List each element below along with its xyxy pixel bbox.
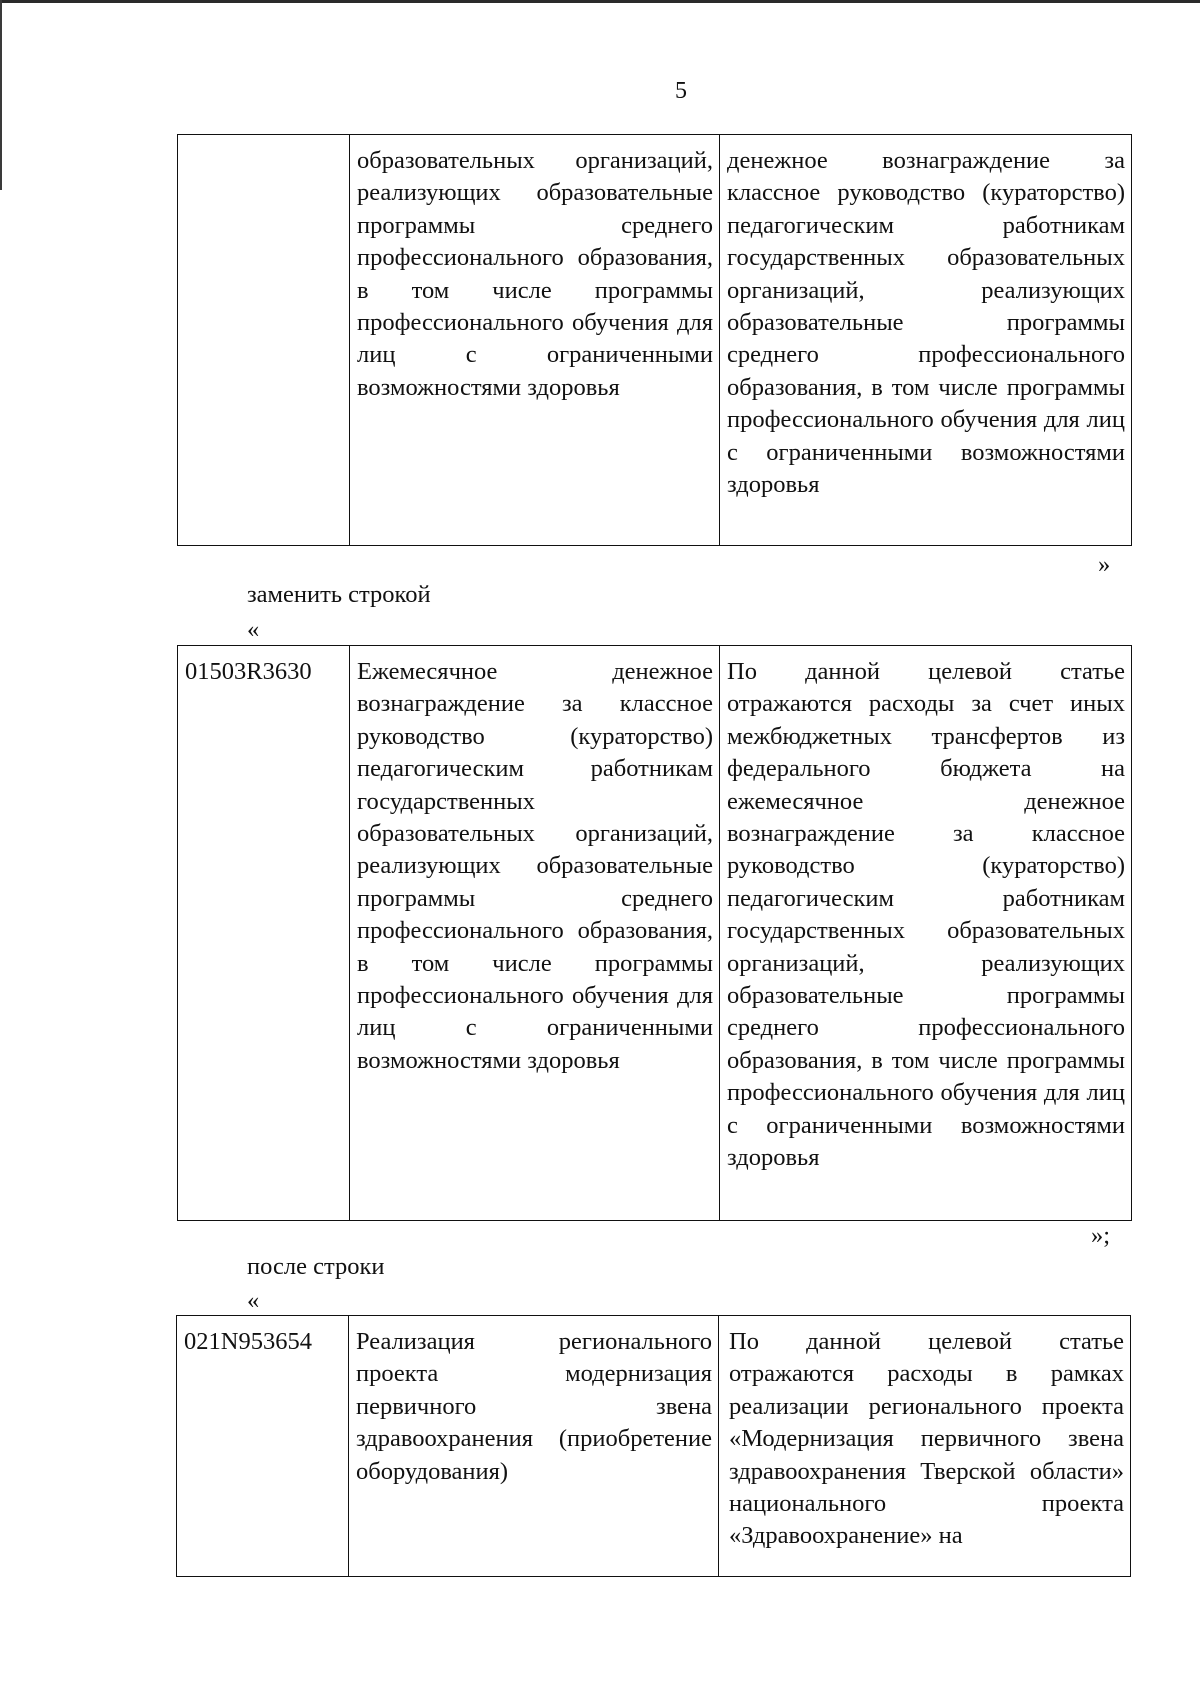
closing-quote: »; bbox=[1091, 1222, 1111, 1249]
description-cell: По данной целевой статье отражаются расходы в рамках реализации регионального проекта «Модернизация первичного звена здравоохранения Тверской области» национального проекта «Здравоохранение» на bbox=[719, 1316, 1131, 1577]
scan-edge-top bbox=[0, 0, 1200, 3]
code-cell: 021N953654 bbox=[177, 1316, 349, 1577]
opening-quote: « bbox=[247, 1287, 260, 1314]
table-row bbox=[177, 1316, 1131, 1577]
instruction-replace: заменить строкой bbox=[247, 581, 431, 608]
opening-quote: « bbox=[247, 616, 260, 643]
name-cell: образовательных организаций, реализующих образовательные программы среднего профессионального образования, в том числе программы профессионального обучения для лиц с ограниченными возможностями здоровья bbox=[350, 135, 720, 546]
name-cell: Реализация регионального проекта модернизация первичного звена здравоохранения (приобретение оборудования) bbox=[349, 1316, 719, 1577]
continuation-table bbox=[177, 134, 1132, 546]
reference-table bbox=[176, 1315, 1131, 1577]
name-cell: Ежемесячное денежное вознаграждение за классное руководство (кураторство) педагогическим работникам государственных образовательных организаций, реализующих образовательные программы среднего профессионального образования, в том числе программы профессионального обучения для лиц с ограниченными возможностями здоровья bbox=[350, 646, 720, 1221]
page-number: 5 bbox=[675, 78, 687, 104]
description-cell: По данной целевой статье отражаются расходы за счет иных межбюджетных трансфертов из федерального бюджета на ежемесячное денежное вознаграждение за классное руководство (кураторство) педагогическим работникам государственных образовательных организаций, реализующих образовательные программы среднего профессионального образования, в том числе программы профессионального обучения для лиц с ограниченными возможностями здоровья bbox=[720, 646, 1132, 1221]
replacement-table bbox=[177, 645, 1132, 1221]
description-cell: денежное вознаграждение за классное руководство (кураторство) педагогическим работникам государственных образовательных организаций, реализующих образовательные программы среднего профессионального образования, в том числе программы профессионального обучения для лиц с ограниченными возможностями здоровья bbox=[720, 135, 1132, 546]
instruction-after: после строки bbox=[247, 1253, 385, 1280]
table-row bbox=[178, 646, 1132, 1221]
table-row bbox=[178, 135, 1132, 546]
closing-quote: » bbox=[1098, 551, 1111, 578]
code-cell bbox=[178, 135, 350, 546]
code-cell: 01503R3630 bbox=[178, 646, 350, 1221]
